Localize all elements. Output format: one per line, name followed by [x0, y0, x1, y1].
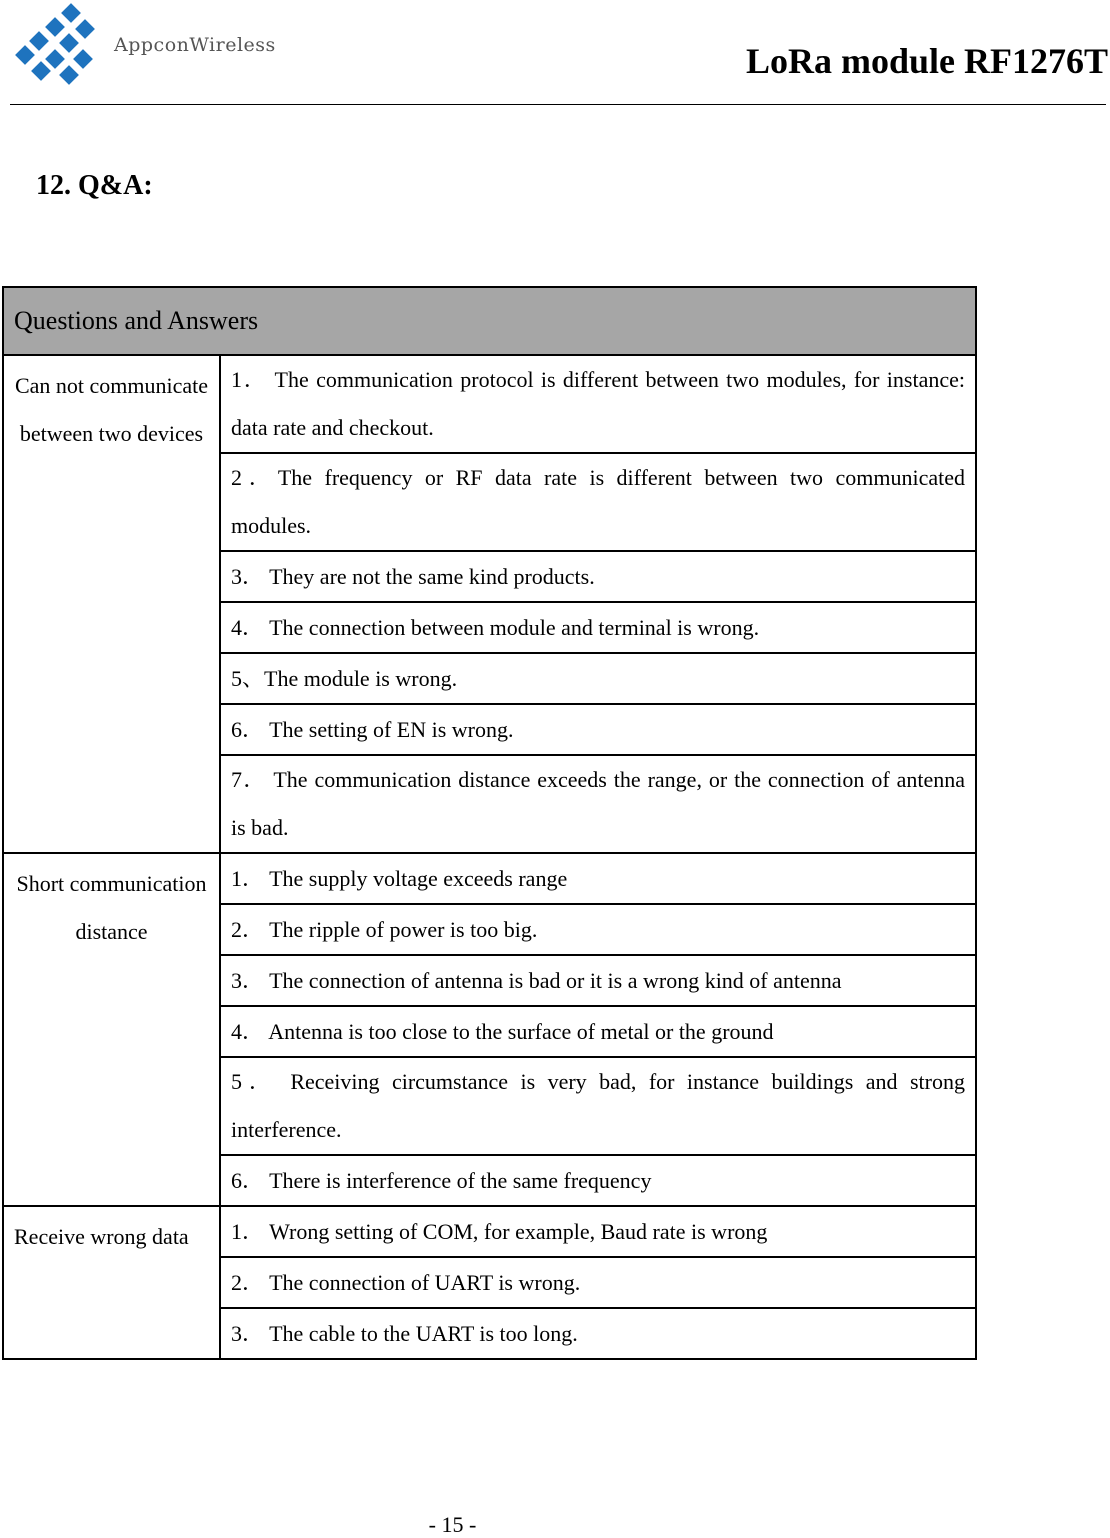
answer-cell: 2． The connection of UART is wrong. — [220, 1257, 976, 1308]
answer-cell: 2． The ripple of power is too big. — [220, 904, 976, 955]
answer-cell: 3． The cable to the UART is too long. — [220, 1308, 976, 1359]
logo-diamonds-icon — [14, 0, 114, 98]
answer-cell: 1． Wrong setting of COM, for example, Baud rate is wrong — [220, 1206, 976, 1257]
table-row — [3, 355, 976, 453]
answer-cell: 6． The setting of EN is wrong. — [220, 704, 976, 755]
answer-cell: 1． The supply voltage exceeds range — [220, 853, 976, 904]
answer-cell: 4． Antenna is too close to the surface of metal or the ground — [220, 1006, 976, 1057]
header-divider — [10, 104, 1106, 105]
section-title: 12. Q&A: — [36, 170, 153, 201]
answer-cell: 2．The frequency or RF data rate is different between two communicated modules. — [220, 453, 976, 551]
answer-cell: 1． The communication protocol is different between two modules, for instance: data rate and checkout. — [220, 355, 976, 453]
answer-cell: 5、The module is wrong. — [220, 653, 976, 704]
table-row — [3, 1206, 976, 1257]
answer-cell: 4． The connection between module and terminal is wrong. — [220, 602, 976, 653]
table-header: Questions and Answers — [3, 287, 976, 355]
company-logo — [14, 0, 276, 98]
answer-cell: 3． The connection of antenna is bad or it is a wrong kind of antenna — [220, 955, 976, 1006]
answer-cell: 3． They are not the same kind products. — [220, 551, 976, 602]
page-number: - 15 - — [428, 1512, 477, 1537]
table-row — [3, 853, 976, 904]
qa-table — [2, 286, 977, 1360]
logo-text: AppconWireless — [114, 34, 276, 56]
category-cell: Short communication distance — [3, 853, 220, 1206]
category-cell: Receive wrong data — [3, 1206, 220, 1359]
category-cell: Can not communicate between two devices — [3, 355, 220, 853]
answer-cell: 6． There is interference of the same frequency — [220, 1155, 976, 1206]
answer-cell: 5． Receiving circumstance is very bad, for instance buildings and strong interference. — [220, 1057, 976, 1155]
answer-cell: 7． The communication distance exceeds the range, or the connection of antenna is bad. — [220, 755, 976, 853]
document-title: LoRa module RF1276T — [745, 41, 1108, 81]
